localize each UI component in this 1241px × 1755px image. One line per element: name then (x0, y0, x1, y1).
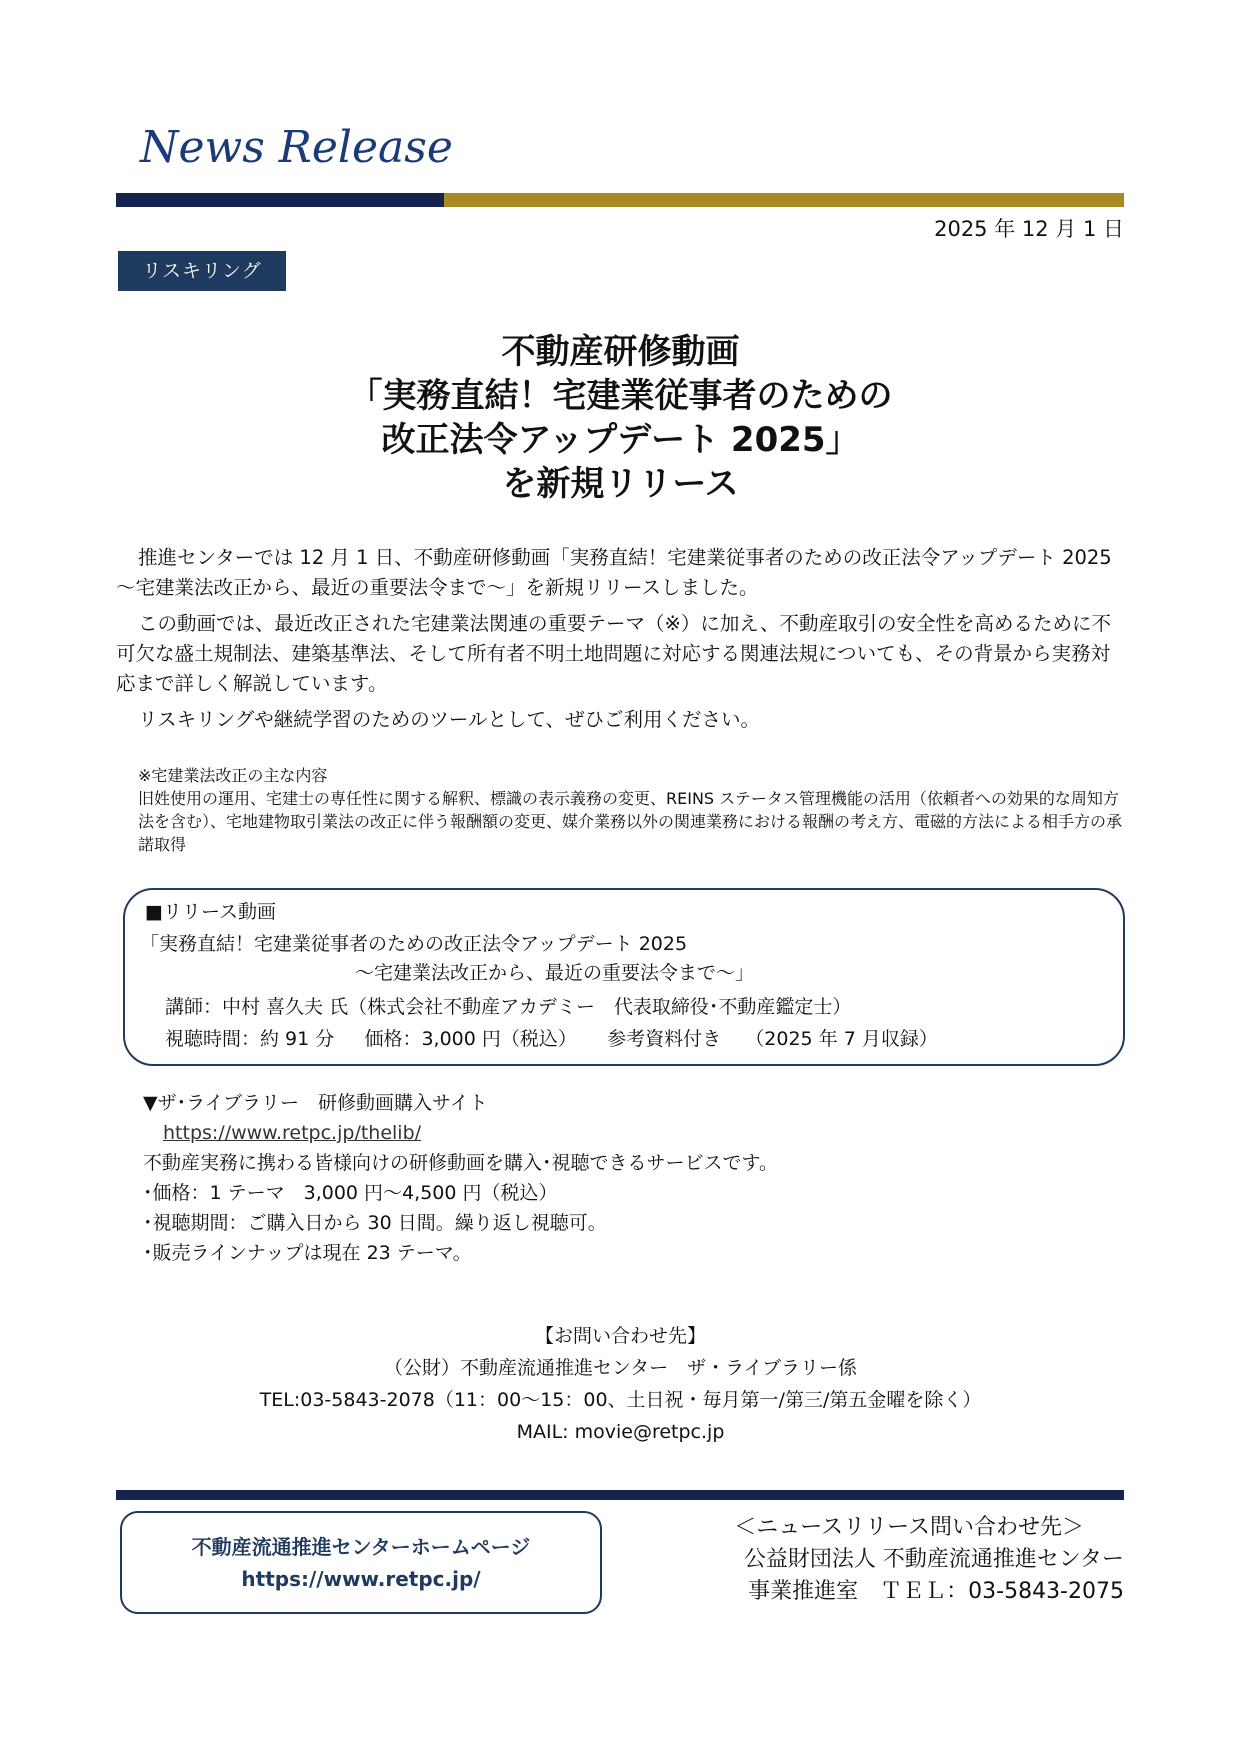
release-video-title-2: ～宅建業法改正から、最近の重要法令まで～」 (355, 962, 755, 984)
header-bar-gold (444, 193, 1124, 207)
contact-section (0, 1320, 1241, 1448)
release-title (0, 330, 1241, 506)
body-section (116, 543, 1126, 735)
contact-tel: TEL:03-5843-2078（11：00～15：00、土日祝・毎月第一/第三/第五金曜を除く） (259, 1389, 982, 1411)
footer-bar (116, 1490, 1124, 1500)
note-text: 旧姓使用の運用、宅建士の専任性に関する解釈、標識の表示義務の変更、REINS ステータス管理機能の活用（依頼者への効果的な周知方法を含む）、宅地建物取引業法の改正に伴う報酬額の変更、媒介業務以外の関連業務における報酬の考え方、電磁的方法による相手方の承諾取得 (138, 789, 1123, 854)
video-details (165, 1025, 938, 1053)
inquiry-heading: ＜ニュースリリース問い合わせ先＞ (734, 1515, 1084, 1540)
inquiry-section (734, 1512, 1124, 1608)
contact-organization: （公財）不動産流通推進センター ザ・ライブラリー係 (383, 1357, 858, 1379)
header-bar-navy (116, 193, 444, 207)
library-url-link[interactable]: https://www.retpc.jp/thelib/ (163, 1122, 422, 1144)
release-video-box (123, 888, 1125, 1066)
body-paragraph-2: この動画では、最近改正された宅建業法関連の重要テーマ（※）に加え、不動産取引の安全性を高めるために不可欠な盛土規制法、建築基準法、そして所有者不明土地問題に対応する関連法規についても、その背景から実務対応まで詳しく解説しています。 (116, 612, 1112, 695)
contact-mail: MAIL: movie@retpc.jp (516, 1421, 725, 1443)
library-period-item: ･視聴期間：ご購入日から 30 日間。繰り返し視聴可。 (143, 1212, 607, 1234)
note-title: ※宅建業法改正の主な内容 (138, 766, 328, 785)
library-link-row (143, 1118, 778, 1148)
title-line-3: 改正法令アップデート 2025」 (381, 420, 860, 460)
inquiry-organization: 公益財団法人 不動産流通推進センター (743, 1547, 1124, 1572)
title-line-1: 不動産研修動画 (501, 332, 740, 372)
body-paragraph-3: リスキリングや継続学習のためのツールとして、ぜひご利用ください。 (138, 708, 761, 731)
homepage-label: 不動産流通推進センターホームページ (191, 1535, 531, 1559)
library-lineup-item: ･販売ラインナップは現在 23 テーマ。 (143, 1242, 472, 1264)
title-line-2: 「実務直結！宅建業従事者のための (348, 376, 893, 416)
homepage-box (120, 1511, 602, 1614)
video-price: 価格：3,000 円（税込） (364, 1028, 577, 1050)
library-price-item: ･価格：1 テーマ 3,000 円～4,500 円（税込） (143, 1182, 558, 1204)
release-date: 2025 年 12 月 1 日 (934, 217, 1124, 241)
lecturer-info: 講師：中村 喜久夫 氏（株式会社不動産アカデミー 代表取締役･不動産鑑定士） (165, 996, 852, 1018)
release-box-heading: ■リリース動画 (145, 901, 277, 923)
inquiry-tel: 事業推進室 ＴＥＬ：03-5843-2075 (748, 1579, 1124, 1604)
news-release-logo: News Release (140, 122, 453, 173)
video-materials: 参考資料付き (607, 1028, 722, 1050)
library-heading: ▼ザ･ライブラリー 研修動画購入サイト (143, 1092, 488, 1114)
homepage-url[interactable]: https://www.retpc.jp/ (241, 1567, 481, 1591)
library-description: 不動産実務に携わる皆様向けの研修動画を購入･視聴できるサービスです。 (143, 1152, 778, 1174)
library-section (143, 1088, 778, 1268)
amendment-note (138, 764, 1128, 856)
title-line-4: を新規リリース (502, 464, 739, 504)
category-tag: リスキリング (118, 251, 286, 291)
video-duration: 視聴時間：約 91 分 (165, 1028, 335, 1050)
release-video-title-1: 「実務直結！宅建業従事者のための改正法令アップデート 2025 (140, 933, 688, 955)
contact-heading: 【お問い合わせ先】 (534, 1325, 706, 1347)
video-recorded: （2025 年 7 月収録） (745, 1028, 938, 1050)
body-paragraph-1: 推進センターでは 12 月 1 日、不動産研修動画「実務直結！宅建業従事者のための改正法令アップデート 2025～宅建業法改正から、最近の重要法令まで～」を新規リリースしました。 (116, 546, 1112, 599)
